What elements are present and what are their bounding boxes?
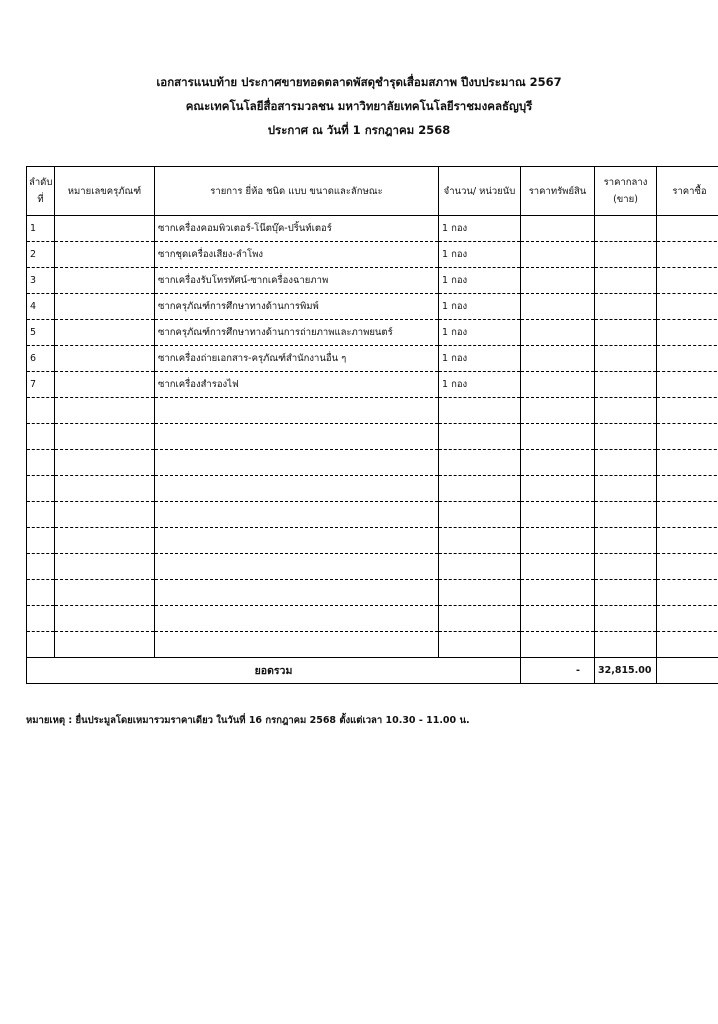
total-mid-price: 32,815.00 (595, 658, 657, 684)
cell-quantity (439, 450, 521, 476)
cell-buy-price (657, 320, 718, 346)
cell-buy-price (657, 580, 718, 606)
cell-asset-price (521, 242, 595, 268)
remark-note: หมายเหตุ : ยื่นประมูลโดยเหมารวมราคาเดียว ในวันที่ 16 กรกฎาคม 2568 ตั้งแต่เวลา 10.30 - 11.00 น. (26, 715, 470, 726)
cell-asset-id (55, 450, 155, 476)
table-row (27, 450, 718, 476)
cell-no (27, 398, 55, 424)
cell-mid-price (595, 268, 657, 294)
cell-asset-id (55, 528, 155, 554)
cell-description (155, 606, 439, 632)
cell-asset-price (521, 450, 595, 476)
cell-asset-id (55, 268, 155, 294)
cell-quantity: 1 กอง (439, 372, 521, 398)
cell-buy-price (657, 398, 718, 424)
cell-mid-price (595, 632, 657, 658)
cell-description (155, 476, 439, 502)
cell-description: ซากครุภัณฑ์การศึกษาทางด้านการพิมพ์ (155, 294, 439, 320)
cell-asset-price (521, 398, 595, 424)
table-header-row (27, 167, 718, 216)
table-row (27, 294, 718, 320)
cell-no (27, 528, 55, 554)
cell-asset-id (55, 398, 155, 424)
cell-asset-id (55, 346, 155, 372)
col-header-asset-id: หมายเลขครุภัณฑ์ (55, 167, 155, 216)
cell-buy-price (657, 476, 718, 502)
cell-quantity (439, 632, 521, 658)
cell-buy-price (657, 294, 718, 320)
cell-quantity (439, 398, 521, 424)
cell-mid-price (595, 346, 657, 372)
cell-quantity: 1 กอง (439, 320, 521, 346)
cell-quantity: 1 กอง (439, 294, 521, 320)
cell-asset-price (521, 606, 595, 632)
col-header-mid-price: ราคากลาง (ขาย) (595, 167, 657, 216)
cell-buy-price (657, 216, 718, 242)
cell-quantity (439, 424, 521, 450)
cell-no: 3 (27, 268, 55, 294)
cell-asset-id (55, 606, 155, 632)
cell-asset-id (55, 216, 155, 242)
col-header-no: ลำดับที่ (27, 167, 55, 216)
cell-quantity: 1 กอง (439, 216, 521, 242)
cell-buy-price (657, 346, 718, 372)
total-buy-price (657, 658, 718, 684)
cell-buy-price (657, 268, 718, 294)
header-organization: คณะเทคโนโลยีสื่อสารมวลชน มหาวิทยาลัยเทคโนโลยีราชมงคลธัญบุรี (185, 99, 533, 113)
table-row (27, 346, 718, 372)
total-asset-price: - (521, 658, 595, 684)
cell-buy-price (657, 528, 718, 554)
cell-description (155, 632, 439, 658)
cell-no (27, 476, 55, 502)
cell-quantity (439, 502, 521, 528)
cell-description: ซากชุดเครื่องเสียง-ลำโพง (155, 242, 439, 268)
table-row (27, 476, 718, 502)
cell-asset-id (55, 424, 155, 450)
table-row (27, 580, 718, 606)
cell-asset-price (521, 320, 595, 346)
table-row (27, 502, 718, 528)
cell-asset-id (55, 632, 155, 658)
cell-mid-price (595, 242, 657, 268)
cell-no (27, 554, 55, 580)
cell-no (27, 502, 55, 528)
cell-mid-price (595, 320, 657, 346)
cell-quantity: 1 กอง (439, 242, 521, 268)
cell-description (155, 580, 439, 606)
header-title: เอกสารแนบท้าย ประกาศขายทอดตลาดพัสดุชำรุดเสื่อมสภาพ ปีงบประมาณ 2567 (156, 75, 562, 89)
table-row (27, 242, 718, 268)
cell-description (155, 424, 439, 450)
cell-no (27, 580, 55, 606)
cell-asset-price (521, 268, 595, 294)
cell-quantity (439, 554, 521, 580)
cell-buy-price (657, 372, 718, 398)
cell-asset-id (55, 372, 155, 398)
cell-description (155, 398, 439, 424)
cell-asset-price (521, 346, 595, 372)
total-label: ยอดรวม (27, 658, 521, 684)
cell-no (27, 424, 55, 450)
cell-asset-price (521, 580, 595, 606)
cell-buy-price (657, 554, 718, 580)
cell-asset-id (55, 476, 155, 502)
cell-buy-price (657, 606, 718, 632)
cell-mid-price (595, 580, 657, 606)
cell-buy-price (657, 502, 718, 528)
cell-no: 6 (27, 346, 55, 372)
document-header (0, 70, 718, 142)
table-row (27, 554, 718, 580)
table-body (27, 216, 718, 658)
col-header-asset-price: ราคาทรัพย์สิน (521, 167, 595, 216)
cell-description: ซากเครื่องสำรองไฟ (155, 372, 439, 398)
cell-mid-price (595, 216, 657, 242)
col-header-description: รายการ ยี่ห้อ ชนิด แบบ ขนาดและลักษณะ (155, 167, 439, 216)
cell-description: ซากเครื่องถ่ายเอกสาร-ครุภัณฑ์สำนักงานอื่น ๆ (155, 346, 439, 372)
cell-asset-price (521, 424, 595, 450)
cell-asset-price (521, 502, 595, 528)
cell-mid-price (595, 372, 657, 398)
cell-quantity (439, 476, 521, 502)
cell-asset-price (521, 528, 595, 554)
table-row (27, 528, 718, 554)
cell-mid-price (595, 294, 657, 320)
cell-quantity: 1 กอง (439, 268, 521, 294)
cell-mid-price (595, 554, 657, 580)
asset-sale-table (26, 166, 718, 684)
col-header-quantity: จำนวน/ หน่วยนับ (439, 167, 521, 216)
cell-no (27, 606, 55, 632)
cell-no (27, 450, 55, 476)
cell-mid-price (595, 424, 657, 450)
table-row (27, 268, 718, 294)
cell-no: 5 (27, 320, 55, 346)
table-row (27, 424, 718, 450)
table-row (27, 216, 718, 242)
cell-mid-price (595, 450, 657, 476)
cell-no: 1 (27, 216, 55, 242)
cell-description (155, 450, 439, 476)
table-row (27, 632, 718, 658)
cell-buy-price (657, 242, 718, 268)
cell-asset-id (55, 554, 155, 580)
col-header-buy-price: ราคาซื้อ (657, 167, 718, 216)
cell-asset-id (55, 294, 155, 320)
cell-asset-price (521, 476, 595, 502)
cell-asset-price (521, 294, 595, 320)
cell-buy-price (657, 450, 718, 476)
cell-asset-id (55, 580, 155, 606)
cell-no: 2 (27, 242, 55, 268)
cell-asset-id (55, 242, 155, 268)
table-row (27, 606, 718, 632)
cell-asset-id (55, 320, 155, 346)
cell-quantity (439, 606, 521, 632)
header-announcement-date: ประกาศ ณ วันที่ 1 กรกฎาคม 2568 (267, 123, 451, 137)
cell-no (27, 632, 55, 658)
cell-description: ซากครุภัณฑ์การศึกษาทางด้านการถ่ายภาพและภาพยนตร์ (155, 320, 439, 346)
cell-no: 7 (27, 372, 55, 398)
cell-mid-price (595, 606, 657, 632)
cell-description (155, 502, 439, 528)
cell-asset-price (521, 632, 595, 658)
cell-quantity (439, 528, 521, 554)
cell-mid-price (595, 476, 657, 502)
cell-quantity: 1 กอง (439, 346, 521, 372)
table-row (27, 320, 718, 346)
cell-asset-price (521, 372, 595, 398)
cell-no: 4 (27, 294, 55, 320)
cell-buy-price (657, 632, 718, 658)
cell-description: ซากเครื่องรับโทรทัศน์-ซากเครื่องฉายภาพ (155, 268, 439, 294)
cell-asset-price (521, 554, 595, 580)
table-row (27, 372, 718, 398)
cell-description (155, 528, 439, 554)
table-row (27, 398, 718, 424)
cell-mid-price (595, 398, 657, 424)
cell-asset-id (55, 502, 155, 528)
cell-asset-price (521, 216, 595, 242)
cell-description (155, 554, 439, 580)
total-row (27, 658, 718, 684)
cell-mid-price (595, 528, 657, 554)
cell-mid-price (595, 502, 657, 528)
cell-quantity (439, 580, 521, 606)
cell-description: ซากเครื่องคอมพิวเตอร์-โน๊ตบุ๊ค-ปริ้นท์เตอร์ (155, 216, 439, 242)
cell-buy-price (657, 424, 718, 450)
